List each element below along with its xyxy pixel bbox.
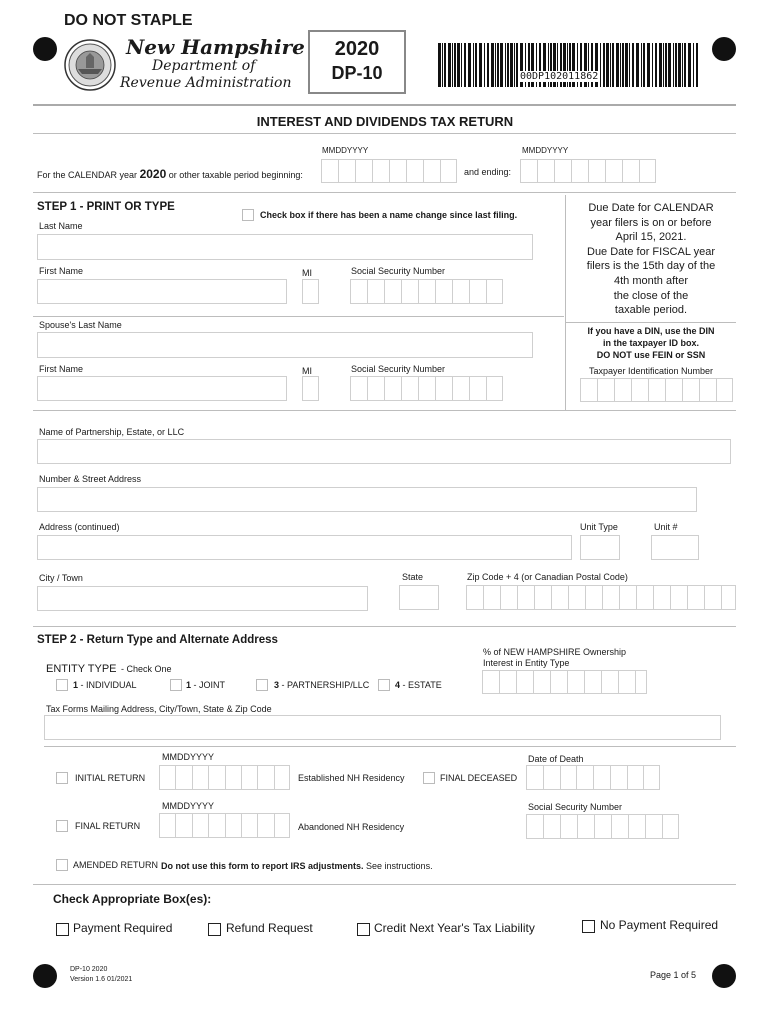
din-note-line: If you have a DIN, use the DIN (587, 326, 715, 336)
barcode-bar (484, 43, 485, 87)
entity-partnership-label (274, 680, 369, 690)
entity-estate-checkbox[interactable] (378, 679, 390, 691)
entity-individual-num: 1 (73, 680, 79, 690)
barcode-bar (629, 43, 630, 87)
refund-request-label: Refund Request (226, 921, 313, 935)
barcode-bar (457, 43, 460, 87)
footer-version: Version 1.6 01/2021 (70, 976, 133, 983)
due-date-text (566, 201, 736, 318)
entity-type-heading (46, 659, 172, 677)
unit-type-label: Unit Type (580, 522, 618, 532)
tin-field[interactable] (580, 378, 733, 402)
state-field[interactable] (399, 585, 439, 610)
entity-partnership-checkbox[interactable] (256, 679, 268, 691)
entity-individual-label (73, 680, 137, 690)
partnership-label: Name of Partnership, Estate, or LLC (39, 427, 185, 437)
barcode-bar (682, 43, 683, 87)
mmddyyyy-end-label: MMDDYYYY (522, 146, 569, 155)
barcode-bar (641, 43, 642, 87)
barcode-bar (454, 43, 456, 87)
barcode-bar (632, 43, 634, 87)
mmddyyyy-residency-abandoned-label: MMDDYYYY (162, 801, 215, 811)
last-name-field[interactable] (37, 234, 533, 260)
due-date-line: Due Date for FISCAL year (587, 245, 715, 258)
due-date-line: 4th month after (614, 274, 688, 287)
barcode-bar (616, 43, 619, 87)
barcode-bar (510, 43, 513, 87)
form-id-box (308, 30, 406, 94)
period-prefix-text: For the CALENDAR year (37, 170, 138, 180)
deceased-ssn-label: Social Security Number (528, 802, 623, 812)
barcode-bar (464, 43, 466, 87)
spouse-mi-field[interactable] (302, 376, 319, 401)
barcode-bar (487, 43, 489, 87)
do-not-staple: DO NOT STAPLE (64, 12, 193, 29)
tin-label: Taxpayer Identification Number (588, 366, 714, 376)
mailing-address-field[interactable] (44, 715, 721, 740)
barcode-bar (622, 43, 624, 87)
dept-line-1: Department of (152, 58, 256, 74)
street-field[interactable] (37, 487, 697, 512)
barcode-bar (652, 43, 653, 87)
unit-number-label: Unit # (654, 522, 678, 532)
spouse-ssn-label: Social Security Number (351, 364, 446, 374)
barcode-bar (696, 43, 698, 87)
step1-bottom-rule (33, 410, 736, 411)
barcode-text: 00DP102011862 (520, 71, 599, 82)
din-note-line: in the taxpayer ID box. (602, 338, 700, 348)
entity-partnership-text: - PARTNERSHIP/LLC (281, 680, 370, 690)
barcode-bar (507, 43, 509, 87)
registration-mark-bottom-right (712, 964, 736, 988)
barcode-bar (678, 43, 681, 87)
barcode-bar (461, 43, 462, 87)
barcode-bar (610, 43, 611, 87)
first-name-label: First Name (39, 266, 84, 276)
barcode-bar (473, 43, 474, 87)
entity-estate-text: - ESTATE (402, 680, 442, 690)
entity-joint-num: 1 (186, 680, 192, 690)
mi-field[interactable] (302, 279, 319, 304)
no-payment-required-checkbox[interactable] (582, 920, 595, 933)
entity-partnership-num: 3 (274, 680, 280, 690)
initial-return-label: INITIAL RETURN (75, 773, 146, 783)
spouse-first-name-field[interactable] (37, 376, 287, 401)
state-name: New Hampshire (126, 35, 305, 59)
ssn-label: Social Security Number (351, 266, 446, 276)
title-rule (33, 133, 736, 134)
returns-rule (33, 884, 736, 885)
form-title: INTEREST AND DIVIDENDS TAX RETURN (256, 114, 514, 129)
amended-note (161, 861, 433, 871)
barcode-bar (655, 43, 657, 87)
barcode-bar (606, 43, 609, 87)
step1-mid-rule (33, 316, 564, 317)
barcode-bar (647, 43, 650, 87)
barcode-bar (620, 43, 621, 87)
address-bottom-rule (33, 626, 736, 627)
due-date-line: April 15, 2021. (615, 231, 687, 244)
barcode-bar (500, 43, 503, 87)
date-of-death-label: Date of Death (528, 754, 584, 764)
din-note-line: DO NOT use FEIN or SSN (596, 350, 706, 360)
barcode-bar (625, 43, 628, 87)
header-rule (33, 104, 736, 106)
barcode-bar (668, 43, 671, 87)
barcode-bar (684, 43, 686, 87)
due-date-rule (566, 322, 736, 323)
barcode-bar (491, 43, 494, 87)
dept-line-2: Revenue Administration (120, 75, 292, 91)
entity-joint-label (186, 680, 225, 690)
amended-return-label: AMENDED RETURN (73, 860, 159, 870)
period-suffix: or other taxable period beginning: (168, 170, 303, 180)
spouse-mi-label: MI (302, 366, 312, 376)
first-name-field[interactable] (37, 279, 287, 304)
due-date-line: filers is the 15th day of the (586, 260, 716, 273)
name-change-label: Check box if there has been a name change since last filing. (260, 210, 518, 220)
entity-type-label: ENTITY TYPE (46, 663, 117, 675)
barcode-bar (693, 43, 694, 87)
ownership-label-1: % of NEW HAMPSHIRE Ownership (483, 647, 627, 657)
barcode-bar (612, 43, 614, 87)
amended-note-bold: Do not use this form to report IRS adjustments. (161, 861, 364, 871)
step2-title: STEP 2 - Return Type and Alternate Address (37, 634, 278, 646)
established-residency-date-field[interactable] (159, 765, 290, 790)
amended-note-text: See instructions. (366, 861, 433, 871)
mi-label: MI (302, 268, 312, 278)
zip-field[interactable] (466, 585, 736, 610)
spouse-ssn-field[interactable] (350, 376, 503, 401)
barcode-bar (514, 43, 515, 87)
spouse-last-name-label: Spouse's Last Name (39, 320, 122, 330)
due-date-line: the close of the (613, 289, 689, 302)
barcode-bar (438, 43, 441, 87)
due-date-line: Due Date for CALENDAR (588, 202, 714, 214)
barcode-bar (444, 43, 446, 87)
barcode-bar (505, 43, 506, 87)
entity-check-one: - Check One (120, 664, 172, 674)
abandoned-residency-label: Abandoned NH Residency (298, 822, 405, 832)
final-return-checkbox[interactable] (56, 820, 68, 832)
refund-request-checkbox[interactable] (208, 923, 221, 936)
step2-rule (44, 746, 736, 747)
city-field[interactable] (37, 586, 368, 611)
barcode-bar (603, 43, 605, 87)
barcode-bar (497, 43, 499, 87)
barcode-bar (688, 43, 691, 87)
barcode-bar (663, 43, 664, 87)
barcode-bar (636, 43, 639, 87)
due-date-line: taxable period. (614, 304, 688, 317)
period-ending-label: and ending: (464, 167, 512, 177)
state-label: State (402, 572, 424, 582)
city-label: City / Town (39, 573, 83, 583)
period-begin-field[interactable] (321, 159, 457, 183)
footer-page: Page 1 of 5 (650, 970, 697, 980)
barcode-bar (665, 43, 667, 87)
initial-return-checkbox[interactable] (56, 772, 68, 784)
entity-individual-text: - INDIVIDUAL (80, 680, 137, 690)
due-date-line: year filers is on or before (590, 216, 712, 229)
last-name-label: Last Name (39, 221, 83, 231)
payment-required-label: Payment Required (73, 921, 173, 935)
period-year: 2020 (139, 167, 167, 181)
barcode-bar (659, 43, 662, 87)
deceased-ssn-field[interactable] (526, 814, 679, 839)
no-payment-required-label: No Payment Required (600, 918, 719, 932)
barcode-bar (442, 43, 443, 87)
state-seal-icon (64, 39, 116, 91)
barcode-bar (479, 43, 482, 87)
address-continued-field[interactable] (37, 535, 572, 560)
barcode-bar (448, 43, 451, 87)
form-id: DP-10 (331, 63, 383, 83)
date-of-death-field[interactable] (526, 765, 660, 790)
step1-title: STEP 1 - PRINT OR TYPE (37, 201, 175, 213)
entity-estate-label (395, 680, 442, 690)
din-note (566, 325, 736, 361)
entity-joint-text: - JOINT (193, 680, 226, 690)
barcode-bar (673, 43, 674, 87)
final-return-label: FINAL RETURN (75, 821, 141, 831)
barcode (436, 43, 701, 87)
credit-next-year-label: Credit Next Year's Tax Liability (374, 921, 535, 935)
unit-type-field[interactable] (580, 535, 620, 560)
registration-mark-top-right (712, 37, 736, 61)
established-residency-label: Established NH Residency (298, 773, 405, 783)
ssn-field[interactable] (350, 279, 503, 304)
ownership-field[interactable] (482, 670, 647, 694)
address-continued-label: Address (continued) (39, 522, 120, 532)
registration-mark-bottom-left (33, 964, 57, 988)
barcode-bar (675, 43, 677, 87)
final-deceased-checkbox[interactable] (423, 772, 435, 784)
spouse-last-name-field[interactable] (37, 332, 533, 358)
period-rule (33, 192, 736, 193)
entity-joint-checkbox[interactable] (170, 679, 182, 691)
barcode-bar (452, 43, 453, 87)
ownership-label-2: Interest in Entity Type (483, 658, 570, 668)
name-change-checkbox[interactable] (242, 209, 254, 221)
entity-estate-num: 4 (395, 680, 401, 690)
amended-return-checkbox[interactable] (56, 859, 68, 871)
street-label: Number & Street Address (39, 474, 142, 484)
check-boxes-title: Check Appropriate Box(es): (53, 892, 212, 906)
period-prefix (37, 167, 303, 181)
entity-individual-checkbox[interactable] (56, 679, 68, 691)
final-deceased-label: FINAL DECEASED (440, 773, 518, 783)
form-year: 2020 (334, 38, 380, 60)
abandoned-residency-date-field[interactable] (159, 813, 290, 838)
spouse-first-name-label: First Name (39, 364, 84, 374)
mmddyyyy-residency-established-label: MMDDYYYY (162, 752, 215, 762)
mmddyyyy-begin-label: MMDDYYYY (322, 146, 369, 155)
mailing-address-label: Tax Forms Mailing Address, City/Town, State & Zip Code (46, 704, 272, 714)
payment-required-checkbox[interactable] (56, 923, 69, 936)
registration-mark-top-left (33, 37, 57, 61)
zip-label: Zip Code + 4 (or Canadian Postal Code) (467, 572, 628, 582)
barcode-bar (475, 43, 477, 87)
partnership-field[interactable] (37, 439, 731, 464)
barcode-bar (643, 43, 645, 87)
period-end-field[interactable] (520, 159, 656, 183)
credit-next-year-checkbox[interactable] (357, 923, 370, 936)
footer-form-code: DP-10 2020 (70, 966, 108, 973)
barcode-bar (495, 43, 496, 87)
barcode-bar (468, 43, 471, 87)
unit-number-field[interactable] (651, 535, 699, 560)
